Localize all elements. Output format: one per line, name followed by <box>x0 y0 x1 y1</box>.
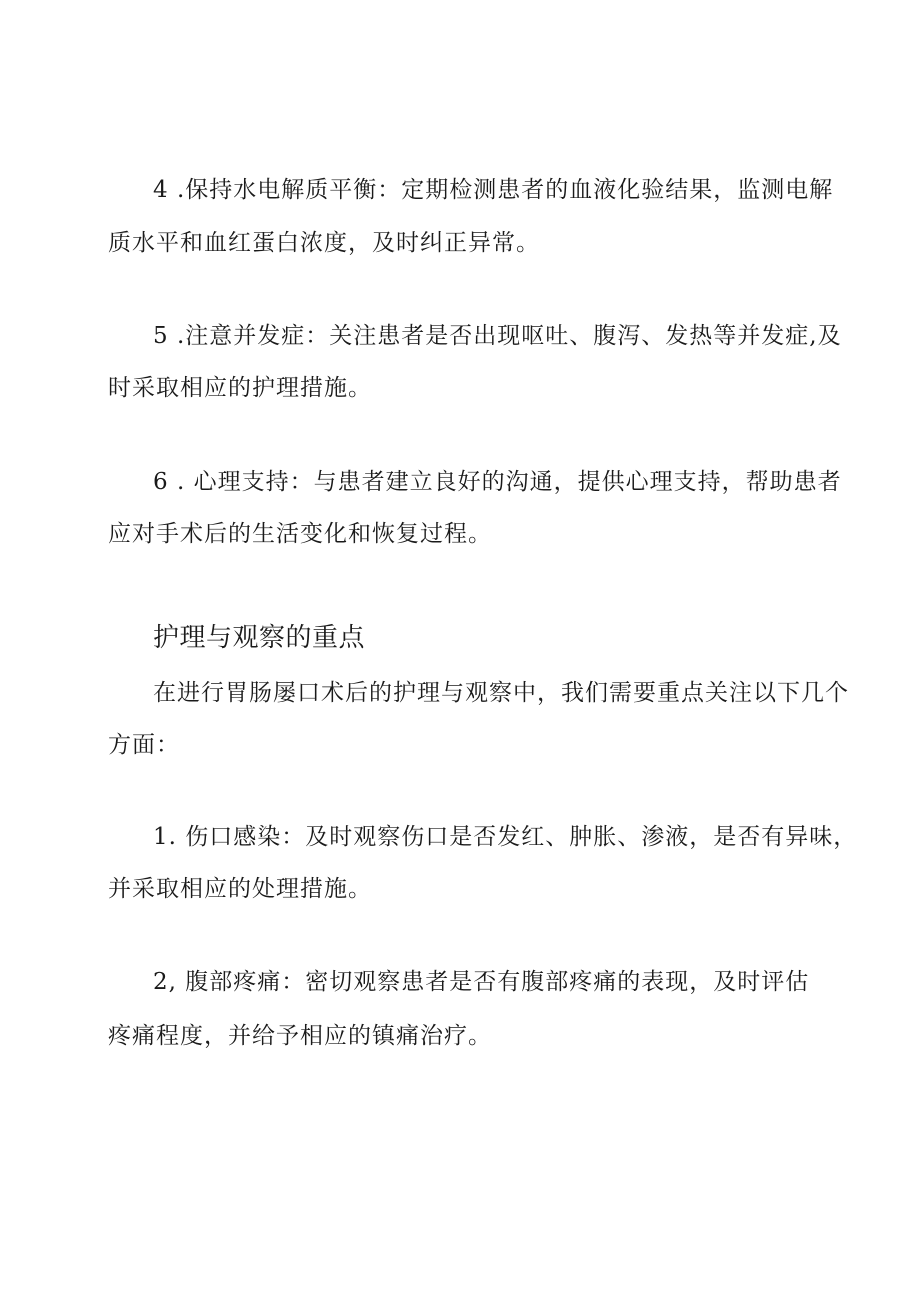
item-4-line-2: 质水平和血红蛋白浓度，及时纠正异常。 <box>108 230 540 256</box>
section-intro-line-1: 在进行胃肠屡口术后的护理与观察中，我们需要重点关注以下几个 <box>153 680 849 706</box>
section-intro-line-2: 方面： <box>108 732 180 758</box>
item-5-line-1: 5 .注意并发症：关注患者是否出现呕吐、腹泻、发热等并发症,及 <box>153 323 842 349</box>
item-5-line-2: 时采取相应的护理措施。 <box>108 375 372 401</box>
item-1-line-2: 并采取相应的处理措施。 <box>108 876 372 902</box>
item-2-line-2: 疼痛程度，并给予相应的镇痛治疗。 <box>108 1023 492 1049</box>
item-6-line-2: 应对手术后的生活变化和恢复过程。 <box>108 521 492 547</box>
section-heading: 护理与观察的重点 <box>153 623 366 653</box>
item-1-line-1: 1. 伤口感染：及时观察伤口是否发红、肿胀、渗液，是否有异味， <box>153 824 858 850</box>
item-2-line-1: 2, 腹部疼痛：密切观察患者是否有腹部疼痛的表现，及时评估 <box>153 969 810 995</box>
item-4-line-1: 4 .保持水电解质平衡：定期检测患者的血液化验结果，监测电解 <box>153 177 834 203</box>
item-6-line-1: 6 . 心理支持：与患者建立良好的沟通，提供心理支持，帮助患者 <box>153 469 842 495</box>
